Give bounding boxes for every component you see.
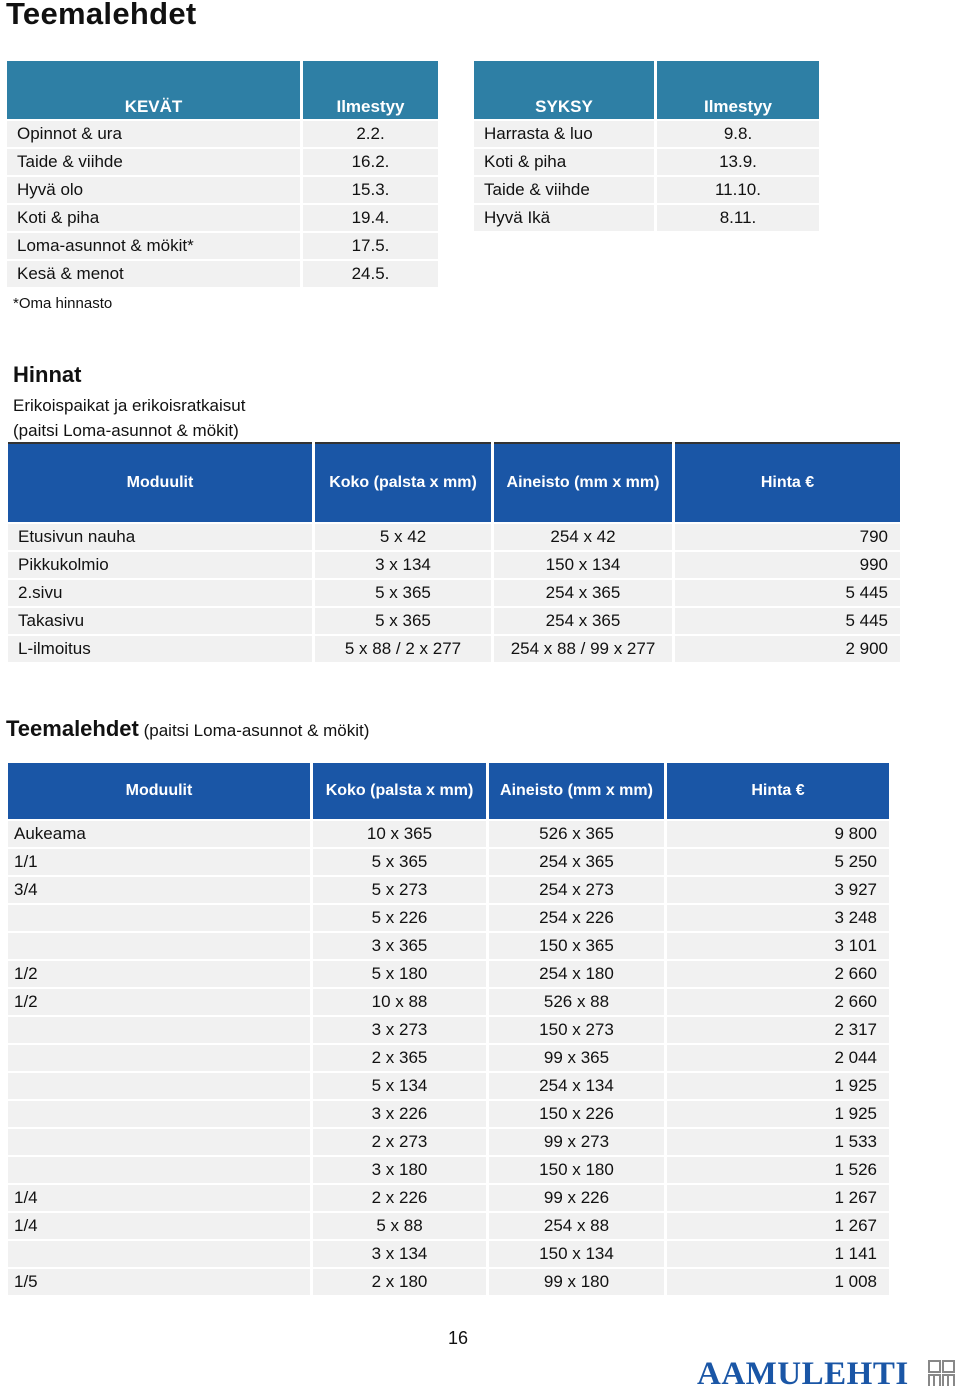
table-cell: 150 x 180	[489, 1157, 664, 1183]
table-cell: 526 x 365	[489, 821, 664, 847]
table-cell: 19.4.	[303, 205, 438, 231]
table-cell: 3 x 226	[313, 1101, 486, 1127]
table-row	[474, 177, 819, 203]
table-cell: 15.3.	[303, 177, 438, 203]
table-cell: 2 x 226	[313, 1185, 486, 1211]
table-cell: 990	[675, 552, 900, 578]
col-header-size: Koko (palsta x mm)	[313, 763, 486, 819]
table-row	[474, 205, 819, 231]
table-cell: 24.5.	[303, 261, 438, 287]
table-cell: 1 925	[667, 1101, 889, 1127]
table-cell: Koti & piha	[474, 149, 654, 175]
special-placements-price-table	[5, 440, 903, 664]
table-row	[8, 905, 889, 931]
table-cell: 2 660	[667, 989, 889, 1015]
table-cell: Takasivu	[8, 608, 312, 634]
table-cell	[8, 1073, 310, 1099]
table-cell: Kesä & menot	[7, 261, 300, 287]
table-cell: 1 533	[667, 1129, 889, 1155]
table-cell: 150 x 273	[489, 1017, 664, 1043]
table-cell: L-ilmoitus	[8, 636, 312, 662]
table-row	[8, 1157, 889, 1183]
aamulehti-logo: AAMULEHTI	[697, 1356, 909, 1392]
table-cell: 1 267	[667, 1213, 889, 1239]
table-cell: 1/2	[8, 961, 310, 987]
table-cell: 150 x 134	[489, 1241, 664, 1267]
table-cell: 3 x 180	[313, 1157, 486, 1183]
table-cell: 5 x 42	[315, 524, 491, 550]
table-cell	[8, 933, 310, 959]
table-cell: Taide & viihde	[7, 149, 300, 175]
table-row	[8, 1269, 889, 1295]
table-cell: 5 x 365	[315, 580, 491, 606]
table-cell: 5 x 180	[313, 961, 486, 987]
table-cell: 150 x 365	[489, 933, 664, 959]
table-row	[8, 580, 900, 606]
table-row	[7, 149, 438, 175]
table-cell: 254 x 88	[489, 1213, 664, 1239]
table-cell: 254 x 365	[494, 608, 672, 634]
col-header-modules: Moduulit	[8, 442, 312, 522]
table-cell: Aukeama	[8, 821, 310, 847]
col-header-size: Koko (palsta x mm)	[315, 442, 491, 522]
table-cell: 3 927	[667, 877, 889, 903]
table-row	[8, 933, 889, 959]
table-row	[8, 1073, 889, 1099]
table-row	[8, 989, 889, 1015]
theme-issue-price-table	[5, 761, 892, 1297]
col-header-material: Aineisto (mm x mm)	[489, 763, 664, 819]
table-cell: 1 925	[667, 1073, 889, 1099]
table-row	[8, 877, 889, 903]
table-cell: 5 445	[675, 580, 900, 606]
table-cell: 9.8.	[657, 121, 819, 147]
table-cell: 5 x 88	[313, 1213, 486, 1239]
table-cell: Hyvä olo	[7, 177, 300, 203]
table-cell: 8.11.	[657, 205, 819, 231]
page-number: 16	[448, 1328, 469, 1348]
table-cell: 10 x 88	[313, 989, 486, 1015]
table-cell: 2 x 273	[313, 1129, 486, 1155]
table-cell: 3 x 365	[313, 933, 486, 959]
table-cell: Hyvä Ikä	[474, 205, 654, 231]
table-cell: 3 x 134	[315, 552, 491, 578]
table-row	[8, 961, 889, 987]
alma-media-logo-icon	[928, 1360, 956, 1388]
col-header-modules: Moduulit	[8, 763, 310, 819]
table-cell: 2.2.	[303, 121, 438, 147]
table-row	[474, 149, 819, 175]
prices-subtitle	[13, 393, 245, 443]
table-row	[8, 524, 900, 550]
theme-prices-heading-suffix: (paitsi Loma-asunnot & mökit)	[143, 721, 370, 740]
table-cell: 16.2.	[303, 149, 438, 175]
table-cell: Taide & viihde	[474, 177, 654, 203]
table-cell	[8, 1157, 310, 1183]
table-row	[8, 1185, 889, 1211]
table-cell: 9 800	[667, 821, 889, 847]
table-row	[8, 849, 889, 875]
table-cell: 3 x 134	[313, 1241, 486, 1267]
autumn-header: SYKSY	[474, 61, 654, 119]
table-cell: 3/4	[8, 877, 310, 903]
table-cell: 150 x 226	[489, 1101, 664, 1127]
table-row	[7, 177, 438, 203]
table-cell: 99 x 273	[489, 1129, 664, 1155]
table-cell: 2 044	[667, 1045, 889, 1071]
table-cell: 5 x 226	[313, 905, 486, 931]
table-cell: 2 x 365	[313, 1045, 486, 1071]
table-cell: 3 101	[667, 933, 889, 959]
table-cell: 1/5	[8, 1269, 310, 1295]
table-row	[8, 1213, 889, 1239]
table-cell: 99 x 365	[489, 1045, 664, 1071]
table-cell: 10 x 365	[313, 821, 486, 847]
table-row	[8, 1017, 889, 1043]
prices-subtitle-line1: Erikoispaikat ja erikoisratkaisut	[13, 396, 246, 415]
table-cell: 11.10.	[657, 177, 819, 203]
autumn-schedule-table	[471, 59, 822, 233]
table-row	[8, 1045, 889, 1071]
table-row	[8, 608, 900, 634]
table-cell: 254 x 42	[494, 524, 672, 550]
table-cell: 3 248	[667, 905, 889, 931]
table-cell	[8, 1241, 310, 1267]
table-row	[8, 1101, 889, 1127]
table-cell: 2 660	[667, 961, 889, 987]
table-cell: 1 008	[667, 1269, 889, 1295]
table-row	[8, 821, 889, 847]
table-cell: 5 445	[675, 608, 900, 634]
table-cell: 254 x 226	[489, 905, 664, 931]
table-cell: 99 x 180	[489, 1269, 664, 1295]
table-cell: 5 250	[667, 849, 889, 875]
table-row	[8, 1241, 889, 1267]
table-cell: 254 x 273	[489, 877, 664, 903]
table-cell: 99 x 226	[489, 1185, 664, 1211]
table-cell: 254 x 365	[494, 580, 672, 606]
table-cell: 254 x 88 / 99 x 277	[494, 636, 672, 662]
page-title: Teemalehdet	[6, 0, 197, 31]
footnote: *Oma hinnasto	[13, 295, 113, 312]
table-cell: Loma-asunnot & mökit*	[7, 233, 300, 259]
table-cell: 13.9.	[657, 149, 819, 175]
prices-subtitle-line2: (paitsi Loma-asunnot & mökit)	[13, 421, 239, 440]
table-cell: 17.5.	[303, 233, 438, 259]
table-cell: Etusivun nauha	[8, 524, 312, 550]
table-cell: 254 x 134	[489, 1073, 664, 1099]
table-cell: 1/2	[8, 989, 310, 1015]
col-header-material: Aineisto (mm x mm)	[494, 442, 672, 522]
table-cell: 254 x 365	[489, 849, 664, 875]
table-cell: 5 x 134	[313, 1073, 486, 1099]
table-row	[7, 233, 438, 259]
table-cell: 1 267	[667, 1185, 889, 1211]
table-cell: 790	[675, 524, 900, 550]
table-cell: Opinnot & ura	[7, 121, 300, 147]
table-cell: 5 x 273	[313, 877, 486, 903]
table-row	[8, 636, 900, 662]
spring-schedule-table	[4, 59, 441, 289]
table-row	[474, 121, 819, 147]
spring-date-header: Ilmestyy	[303, 61, 438, 119]
table-cell: 5 x 88 / 2 x 277	[315, 636, 491, 662]
table-cell	[8, 1017, 310, 1043]
table-row	[8, 1129, 889, 1155]
table-cell: 526 x 88	[489, 989, 664, 1015]
theme-prices-title	[6, 716, 369, 742]
col-header-price: Hinta €	[675, 442, 900, 522]
autumn-date-header: Ilmestyy	[657, 61, 819, 119]
table-cell: 254 x 180	[489, 961, 664, 987]
theme-prices-heading: Teemalehdet	[6, 716, 139, 741]
table-cell: Koti & piha	[7, 205, 300, 231]
table-cell	[8, 905, 310, 931]
prices-title: Hinnat	[13, 362, 82, 387]
table-row	[7, 121, 438, 147]
spring-header: KEVÄT	[7, 61, 300, 119]
table-cell: 5 x 365	[315, 608, 491, 634]
table-cell	[8, 1101, 310, 1127]
table-cell: 2 x 180	[313, 1269, 486, 1295]
table-cell: 5 x 365	[313, 849, 486, 875]
table-cell: 1/1	[8, 849, 310, 875]
table-cell	[8, 1129, 310, 1155]
table-cell: 2.sivu	[8, 580, 312, 606]
table-cell: 2 317	[667, 1017, 889, 1043]
table-cell: 1 526	[667, 1157, 889, 1183]
col-header-price: Hinta €	[667, 763, 889, 819]
table-row	[7, 261, 438, 287]
table-cell: 1/4	[8, 1213, 310, 1239]
table-cell: Harrasta & luo	[474, 121, 654, 147]
table-cell: 150 x 134	[494, 552, 672, 578]
table-cell: 2 900	[675, 636, 900, 662]
table-cell: 1 141	[667, 1241, 889, 1267]
table-row	[7, 205, 438, 231]
table-cell: Pikkukolmio	[8, 552, 312, 578]
table-cell	[8, 1045, 310, 1071]
table-cell: 1/4	[8, 1185, 310, 1211]
table-row	[8, 552, 900, 578]
table-cell: 3 x 273	[313, 1017, 486, 1043]
